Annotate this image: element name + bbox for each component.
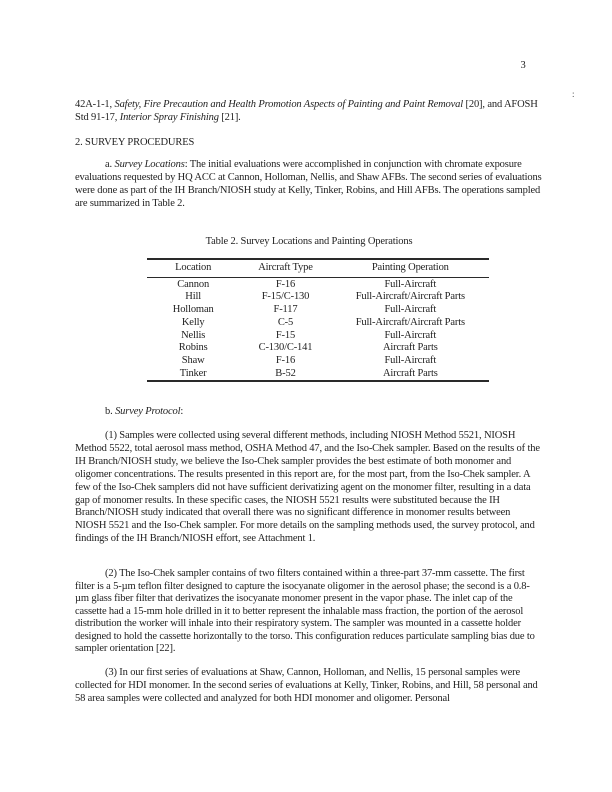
- page-number: 3: [520, 60, 526, 71]
- text-run: [21].: [218, 111, 241, 123]
- column-header-location: Location: [147, 259, 239, 277]
- survey-locations-table: [147, 258, 489, 382]
- table-cell: Full-Aircraft/Aircraft Parts: [355, 316, 465, 328]
- table-cell: B-52: [275, 367, 296, 379]
- protocol-paragraph-2: (2) The Iso-Chek sampler contains of two filters contained within a three-part 37-mm cassette. The first filter is a 5-µm teflon filter designed to capture the isocyanate oligomer in the aerosol phase; the second is a 0.8-µm glass fiber filter that derivatizes the isocyanate monomer present in the vapor phase. The inlet cap of the cassette had a 15-mm hole drilled in it to better represent the inhalable mass fraction, the portion of the aerosol distribution the worker will inhale into their respiratory system. The sampler was mounted in a cassette holder designed to hold the cassette horizontally to the torso. This configuration reduces particulate sampling bias due to sampler orientation [22].: [75, 568, 535, 654]
- table-cell: Aircraft Parts: [382, 367, 438, 379]
- table-row: [147, 291, 489, 304]
- table-row: [147, 277, 489, 291]
- table-row: [147, 304, 489, 317]
- table-row: [147, 330, 489, 343]
- table-cell: C-5: [277, 316, 294, 328]
- text-run: a.: [105, 159, 115, 170]
- section-heading-survey-procedures: 2. SURVEY PROCEDURES: [75, 137, 195, 148]
- protocol-paragraph-3: (3) In our first series of evaluations at Shaw, Cannon, Holloman, and Nellis, 15 personal samples were collected for HDI monomer. In the second series of evaluations at Kelly, Tinker, Robins, and Hill, 58 personal and 58 area samples were collected and analyzed for both HDI monomer and oligomer. Personal: [75, 667, 538, 704]
- column-header-painting-operation: Painting Operation: [332, 259, 489, 277]
- table-cell: Full-Aircraft: [384, 354, 437, 366]
- table-cell: Full-Aircraft/Aircraft Parts: [355, 291, 465, 303]
- survey-table: [147, 258, 489, 382]
- table-cell: F-16: [275, 354, 296, 366]
- table-caption: Table 2. Survey Locations and Painting Operations: [205, 236, 413, 247]
- paragraph-survey-protocol-heading: [75, 406, 543, 419]
- table-cell: F-117: [273, 304, 298, 316]
- scan-artifact: :: [572, 89, 575, 99]
- table-row: [147, 317, 489, 330]
- text-run: Safety, Fire Precaution and Health Promotion Aspects of Painting and Paint Removal: [114, 99, 464, 110]
- column-header-aircraft-type: Aircraft Type: [239, 259, 331, 277]
- text-run: Survey Protocol: [115, 406, 181, 417]
- table-cell: Full-Aircraft: [384, 304, 437, 316]
- table-cell: Full-Aircraft: [384, 278, 437, 290]
- table-row: [147, 342, 489, 355]
- table-header: [147, 259, 489, 277]
- protocol-paragraph-1: (1) Samples were collected using several different methods, including NIOSH Method 5521, NIOSH Method 5522, total aerosol mass method, OSHA Method 47, and the Iso-Chek sampler. Based on the results of the IH Branch/NIOSH study, we believe the Iso-Chek sampler provides the best estimate of both monomer and oligomer concentrations. The results presented in this report are, for the most part, from the Iso-Chek sampler. A few of the Iso-Chek samplers did not have sufficient derivatizing agent on the monomer filter, resulting in a data gap of monomer results. In these specific cases, the NIOSH 5521 results were substituted because the IH Branch/NIOSH study indicated that overall there was no significant difference in monomer results between NIOSH 5521 and the Iso-Chek sampler. For more details on the sampling methods used, the survey protocol, and findings of the IH Branch/NIOSH effort, see Attachment 1.: [75, 430, 540, 545]
- text-run: b.: [105, 406, 116, 417]
- text-run: : The initial evaluations were accomplished in conjunction with chromate exposure evaluations requested by HQ ACC at Cannon, Holloman, Nellis, and Shaw AFBs. The second series of evaluations were done as part of the IH Branch/NIOSH study at Kelly, Tinker, Robins, and Hill AFBs. The operations sampled are summarized in Table 2.: [75, 159, 542, 209]
- table-cell: Holloman: [172, 304, 214, 316]
- table-cell: F-16: [275, 278, 296, 290]
- table-cell: F-15: [275, 329, 296, 341]
- table-cell: Kelly: [181, 316, 205, 328]
- table-row: [147, 368, 489, 382]
- text-run: Interior Spray Finishing: [119, 111, 219, 123]
- table-cell: F-15/C-130: [261, 291, 310, 303]
- text-run: 42A-1-1,: [75, 99, 115, 110]
- table-body: [147, 277, 489, 381]
- intro-paragraph: [75, 99, 543, 125]
- text-run: Survey Locations: [114, 159, 185, 170]
- table-cell: Shaw: [181, 354, 205, 366]
- table-cell: Full-Aircraft: [384, 329, 437, 341]
- text-run: :: [180, 406, 184, 417]
- text-run: [20], and AFOSH Std 91-17,: [75, 99, 538, 123]
- table-cell: Hill: [185, 291, 202, 303]
- table-cell: Robins: [178, 342, 208, 354]
- table-cell: Cannon: [177, 278, 210, 290]
- table-cell: Tinker: [179, 367, 207, 379]
- paragraph-survey-locations: [75, 159, 543, 211]
- table-cell: Nellis: [181, 329, 206, 341]
- table-row: [147, 355, 489, 368]
- table-header-row: [147, 259, 489, 277]
- table-cell: C-130/C-141: [258, 342, 313, 354]
- table-cell: Aircraft Parts: [382, 342, 438, 354]
